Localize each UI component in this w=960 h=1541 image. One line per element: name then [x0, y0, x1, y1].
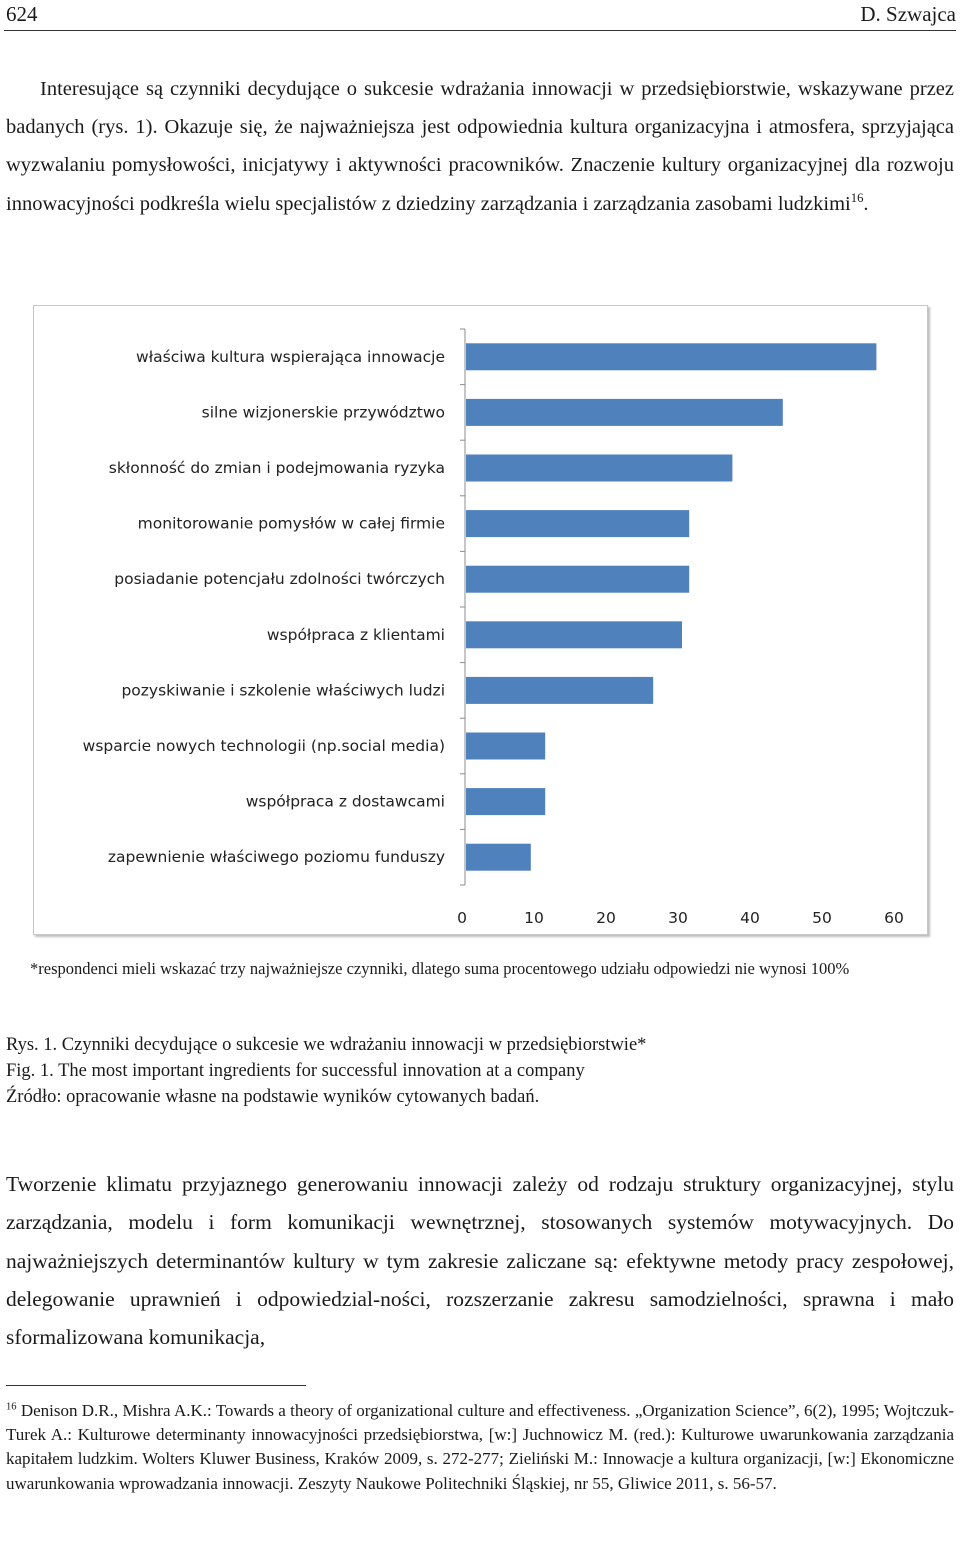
- bar: [466, 399, 783, 426]
- x-tick-label: 0: [457, 909, 467, 927]
- header-rule: [4, 30, 956, 31]
- chart-canvas: [34, 306, 927, 934]
- bar: [466, 566, 689, 593]
- intro-tail: .: [863, 192, 869, 215]
- x-tick-label: 60: [884, 909, 904, 927]
- bar: [466, 677, 653, 704]
- category-label: współpraca z klientami: [266, 625, 445, 644]
- category-label: skłonność do zmian i podejmowania ryzyka: [108, 459, 445, 477]
- x-tick-label: 20: [596, 909, 616, 927]
- footnote-rule: [6, 1385, 306, 1386]
- x-tick-label: 10: [524, 909, 544, 927]
- x-tick-label: 50: [812, 909, 832, 927]
- category-label: zapewnienie właściwego poziomu funduszy: [107, 848, 445, 867]
- figure-caption-en: Fig. 1. The most important ingredients for successful innovation at a company: [6, 1061, 585, 1081]
- body-paragraph: Tworzenie klimatu przyjaznego generowaniu innowacji zależy od rodzaju struktury organizacyjnej, stylu zarządzania, modelu i form komunikacji wewnętrznej, stosowanych systemów motywacyjnych. Do najważniejszych determinantów kultury w tym zakresie zaliczane są: efektywne metody pracy zespołowej, delegowanie uprawnień i odpowiedzial-ności, rozszerzanie zakresu samodzielności, sprawna i mało sformalizowana komunikacja,: [6, 1172, 954, 1350]
- bar: [466, 733, 545, 760]
- figure-source: Źródło: opracowanie własne na podstawie wyników cytowanych badań.: [6, 1087, 540, 1107]
- intro-paragraph: [6, 70, 954, 223]
- category-label: wsparcie nowych technologii (np.social media): [82, 737, 445, 755]
- bar: [466, 510, 689, 537]
- bar: [466, 788, 545, 815]
- category-label: współpraca z dostawcami: [245, 792, 445, 811]
- footnote-ref: 16: [850, 190, 864, 205]
- intro-text: Interesujące są czynniki decydujące o sukcesie wdrażania innowacji w przedsiębiorstwie, wskazywane przez badanych (rys. 1). Okazuje się, że najważniejsza jest odpowiednia kultura organizacyjna i atmosfera, sprzyjająca wyzwalaniu pomysłowości, inicjatywy i aktywności pracowników. Znaczenie kultury organizacyjnej dla rozwoju innowacyjności podkreśla wielu specjalistów z dziedziny zarządzania i zarządzania zasobami ludzkimi: [6, 78, 954, 215]
- category-label: posiadanie potencjału zdolności twórczych: [114, 570, 445, 589]
- chart-note-text: *respondenci mieli wskazać trzy najważniejsze czynniki, dlatego suma procentowego udziału odpowiedzi nie wynosi 100%: [30, 959, 850, 978]
- footnote-text: Denison D.R., Mishra A.K.: Towards a theory of organizational culture and effectiveness. „Organization Science”, 6(2), 1995; Wojtczuk-Turek A.: Kulturowe determinanty innowacyjności przedsiębiorstwa, [w:] Juchnowicz M. (red.): Kulturowe uwarunkowania zarządzania kapitałem ludzkim. Wolters Kluwer Business, Kraków 2009, s. 272-277; Zieliński M.: Innowacje a kultura organizacji, [w:] Ekonomiczne uwarunkowania wprowadzania innowacji. Zeszyty Naukowe Politechniki Śląskiej, nr 55, Gliwice 2011, s. 56-57.: [6, 1401, 954, 1493]
- chart-note: [30, 956, 956, 981]
- category-label: silne wizjonerskie przywództwo: [201, 403, 445, 422]
- x-tick-label: 30: [668, 909, 688, 927]
- figure-caption-pl: Rys. 1. Czynniki decydujące o sukcesie we wdrażaniu innowacji w przedsiębiorstwie*: [6, 1035, 647, 1055]
- page-number: 624: [6, 2, 38, 26]
- category-label: właściwa kultura wspierająca innowacje: [136, 347, 445, 366]
- category-label: pozyskiwanie i szkolenie właściwych ludzi: [121, 681, 445, 700]
- bar: [466, 343, 876, 370]
- footnote: [6, 1399, 954, 1496]
- x-tick-label: 40: [740, 909, 760, 927]
- bar: [466, 621, 682, 648]
- bar: [466, 844, 531, 871]
- footnote-number: 16: [6, 1401, 17, 1413]
- bar: [466, 455, 732, 482]
- bar-chart: [33, 305, 928, 935]
- category-label: monitorowanie pomysłów w całej firmie: [137, 514, 445, 533]
- running-header-author: D. Szwajca: [860, 2, 956, 26]
